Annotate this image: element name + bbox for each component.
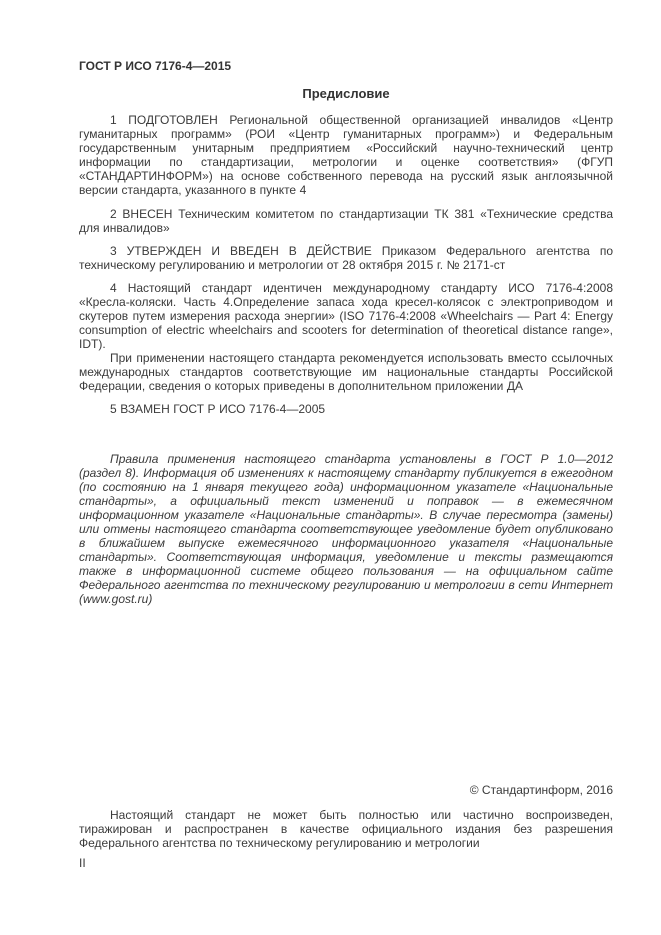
page-number: II [79, 856, 86, 870]
foreword-item-1: 1 ПОДГОТОВЛЕН Региональной общественной организацией инвалидов «Центр гуманитарных программ» (РОИ «Центр гуманитарных программ») и Федеральным государственным унитарным предприятием «Российский научно-технический центр информации по стандартизации, метрологии и оценке соответствия» (ФГУП «СТАНДАРТИНФОРМ») на основе собственного перевода на русский язык англоязычной версии стандарта, указанного в пункте 4 [79, 113, 613, 197]
foreword-item-3: 3 УТВЕРЖДЕН И ВВЕДЕН В ДЕЙСТВИЕ Приказом Федерального агентства по техническому регулированию и метрологии от 28 октября 2015 г. № 2171-ст [79, 244, 613, 272]
legal-notice: Настоящий стандарт не может быть полностью или частично воспроизведен, тиражирован и распространен в качестве официального издания без разрешения Федерального агентства по техническому регулированию и метрологии [79, 808, 613, 850]
section-title: Предисловие [302, 86, 390, 101]
foreword-item-4-note: При применении настоящего стандарта рекомендуется использовать вместо ссылочных международных стандартов соответствующие им национальные стандарты Российской Федерации, сведения о которых приведены в дополнительном приложении ДА [79, 351, 613, 393]
foreword-item-2: 2 ВНЕСЕН Техническим комитетом по стандартизации ТК 381 «Технические средства для инвалидов» [79, 207, 613, 235]
document-code: ГОСТ Р ИСО 7176-4—2015 [79, 59, 232, 73]
copyright-notice: © Стандартинформ, 2016 [469, 783, 613, 797]
application-rules-note: Правила применения настоящего стандарта установлены в ГОСТ Р 1.0—2012 (раздел 8). Информация об изменениях к настоящему стандарту публикуется в ежегодном (по состоянию на 1 января текущего года) информационном указателе «Национальные стандарты», а официальный текст изменений и поправок — в ежемесячном информационном указателе «Национальные стандарты». В случае пересмотра (замены) или отмены настоящего стандарта соответствующее уведомление будет опубликовано в ближайшем выпуске ежемесячного информационного указателя «Национальные стандарты». Соответствующая информация, уведомление и тексты размещаются также в информационной системе общего пользования — на официальном сайте Федерального агентства по техническому регулированию и метрологии в сети Интернет (www.gost.ru) [79, 452, 613, 606]
foreword-item-5: 5 ВЗАМЕН ГОСТ Р ИСО 7176-4—2005 [110, 402, 326, 416]
foreword-item-4: 4 Настоящий стандарт идентичен международному стандарту ИСО 7176-4:2008 «Кресла-коляски. Часть 4.Определение запаса хода кресел-колясок с электроприводом и скутеров путем измерения расхода энергии» (ISO 7176-4:2008 «Wheelchairs — Part 4: Energy consumption of electric wheelchairs and scooters for determination of theoretical distance range», IDT). [79, 281, 613, 351]
